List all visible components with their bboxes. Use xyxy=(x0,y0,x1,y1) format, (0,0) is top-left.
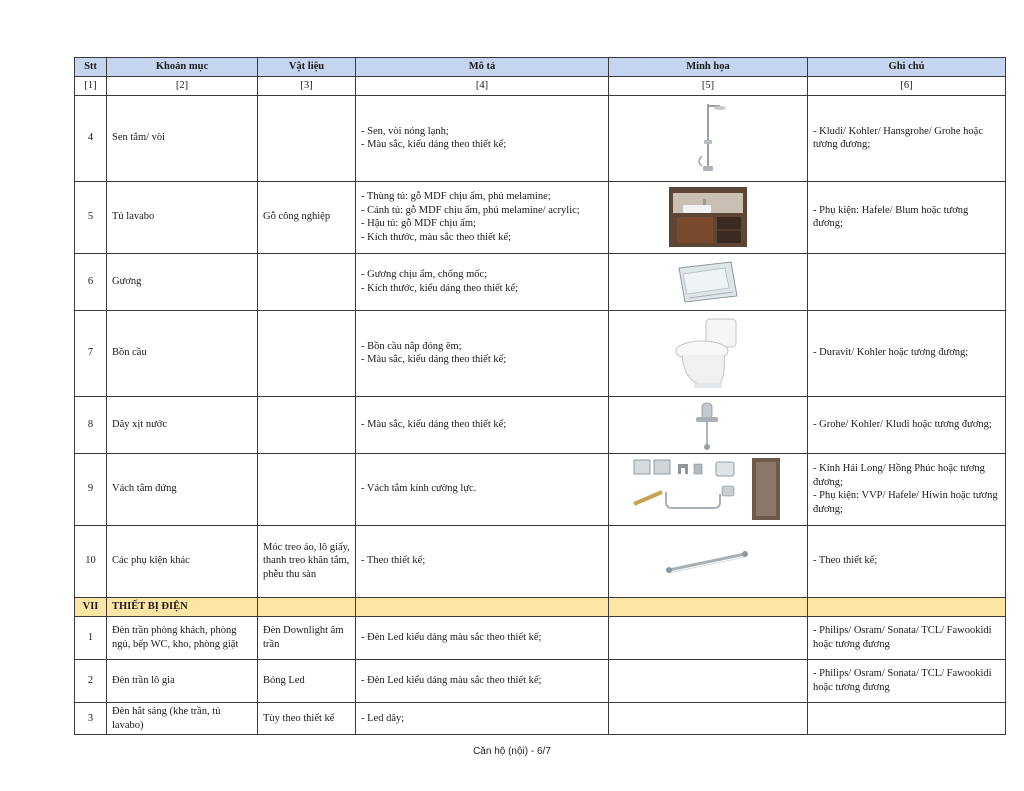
column-index: [2] xyxy=(107,77,258,96)
row-item: Sen tắm/ vòi xyxy=(107,95,258,181)
row-stt: 10 xyxy=(75,525,107,597)
row-illustration xyxy=(609,310,808,396)
row-note: - Kludi/ Kohler/ Hansgrohe/ Grohe hoặc tương đương; xyxy=(808,95,1006,181)
description-line: - Theo thiết kế; xyxy=(361,555,426,567)
column-index: [6] xyxy=(808,77,1006,96)
row-stt: 2 xyxy=(75,659,107,702)
section-code: VII xyxy=(75,597,107,616)
table-row xyxy=(75,702,1006,735)
column-index: [1] xyxy=(75,77,107,96)
table-row xyxy=(75,525,1006,597)
row-item: Đèn hắt sáng (khe trần, tủ lavabo) xyxy=(107,702,258,735)
column-index: [5] xyxy=(609,77,808,96)
row-description: - Đèn Led kiểu dáng màu sắc theo thiết kế; xyxy=(356,659,609,702)
row-illustration xyxy=(609,616,808,659)
row-item: Vách tắm đứng xyxy=(107,453,258,525)
row-material xyxy=(258,253,356,310)
row-description xyxy=(356,525,609,597)
note-line: - Kính Hải Long/ Hồng Phúc hoặc tương đương; xyxy=(813,462,985,488)
row-description: - Đèn Led kiểu dáng màu sắc theo thiết kế; xyxy=(356,616,609,659)
row-stt: 4 xyxy=(75,95,107,181)
row-stt: 9 xyxy=(75,453,107,525)
row-note: - Theo thiết kế; xyxy=(808,525,1006,597)
table-row xyxy=(75,616,1006,659)
description-line: - Màu sắc, kiểu dáng theo thiết kế; xyxy=(361,139,507,151)
row-illustration xyxy=(609,659,808,702)
row-description xyxy=(356,453,609,525)
header-row xyxy=(75,58,1006,77)
description-line: - Bồn cầu nắp đóng êm; xyxy=(361,340,462,352)
header-note: Ghi chú xyxy=(808,58,1006,77)
table-row xyxy=(75,253,1006,310)
row-note: - Duravit/ Kohler hoặc tương đương; xyxy=(808,310,1006,396)
row-illustration xyxy=(609,95,808,181)
row-material: Bóng Led xyxy=(258,659,356,702)
header-description: Mô tả xyxy=(356,58,609,77)
row-illustration xyxy=(609,181,808,253)
row-material: Gỗ công nghiệp xyxy=(258,181,356,253)
toilet-icon xyxy=(672,315,744,391)
description-line: - Sen, vòi nóng lạnh; xyxy=(361,125,449,137)
section-header-row xyxy=(75,597,1006,616)
row-material xyxy=(258,95,356,181)
row-note: - Grohe/ Kohler/ Kludi hoặc tương đương; xyxy=(808,396,1006,453)
row-stt: 7 xyxy=(75,310,107,396)
description-line: - Màu sắc, kiểu dáng theo thiết kế; xyxy=(361,418,507,430)
row-item: Các phụ kiện khác xyxy=(107,525,258,597)
specification-table xyxy=(74,57,1006,735)
row-stt: 8 xyxy=(75,396,107,453)
shower-set-icon xyxy=(688,100,728,176)
section-title: THIẾT BỊ ĐIỆN xyxy=(107,597,258,616)
row-illustration xyxy=(609,702,808,735)
row-note: - Phụ kiện: Hafele/ Blum hoặc tương đương; xyxy=(808,181,1006,253)
table-row xyxy=(75,181,1006,253)
bidet-sprayer-icon xyxy=(690,399,726,451)
row-illustration xyxy=(609,253,808,310)
description-line: - Cánh tủ: gỗ MDF chịu ẩm, phủ melamine/ acrylic; xyxy=(361,204,580,216)
row-material xyxy=(258,310,356,396)
row-description xyxy=(356,181,609,253)
row-note xyxy=(808,702,1006,735)
page-footer: Căn hộ (nội) - 6/7 xyxy=(473,746,551,757)
row-material xyxy=(258,453,356,525)
row-item: Đèn trần phòng khách, phòng ngủ, bếp WC, kho, phòng giặt xyxy=(107,616,258,659)
row-description xyxy=(356,396,609,453)
row-illustration xyxy=(609,525,808,597)
row-material xyxy=(258,396,356,453)
row-stt: 6 xyxy=(75,253,107,310)
vanity-cabinet-icon xyxy=(669,187,747,247)
table-row xyxy=(75,310,1006,396)
row-item: Dây xịt nước xyxy=(107,396,258,453)
column-index-row xyxy=(75,77,1006,96)
row-description xyxy=(356,253,609,310)
row-material: Đèn Downlight âm trần xyxy=(258,616,356,659)
table-row xyxy=(75,396,1006,453)
row-stt: 1 xyxy=(75,616,107,659)
header-stt: Stt xyxy=(75,58,107,77)
table-row xyxy=(75,95,1006,181)
row-description xyxy=(356,310,609,396)
row-stt: 5 xyxy=(75,181,107,253)
row-illustration xyxy=(609,396,808,453)
row-note: - Philips/ Osram/ Sonata/ TCL/ Fawookidi hoặc tương đương xyxy=(808,659,1006,702)
row-material: Móc treo áo, lô giấy, thanh treo khăn tắm, phễu thu sàn xyxy=(258,525,356,597)
header-material: Vật liệu xyxy=(258,58,356,77)
table-row xyxy=(75,659,1006,702)
row-material: Tùy theo thiết kế xyxy=(258,702,356,735)
row-illustration xyxy=(609,453,808,525)
table-row xyxy=(75,453,1006,525)
column-index: [4] xyxy=(356,77,609,96)
mirror-icon xyxy=(675,258,741,306)
row-item: Gương xyxy=(107,253,258,310)
header-item: Khoản mục xyxy=(107,58,258,77)
column-index: [3] xyxy=(258,77,356,96)
row-item: Bồn cầu xyxy=(107,310,258,396)
description-line: - Hậu tủ: gỗ MDF chịu ẩm; xyxy=(361,218,476,230)
row-note xyxy=(808,253,1006,310)
towel-bar-icon xyxy=(663,546,753,576)
row-item: Đèn trần lô gia xyxy=(107,659,258,702)
row-note: - Philips/ Osram/ Sonata/ TCL/ Fawookidi hoặc tương đương xyxy=(808,616,1006,659)
description-line: - Gương chịu ẩm, chống mốc; xyxy=(361,269,488,280)
header-illustration: Minh họa xyxy=(609,58,808,77)
row-stt: 3 xyxy=(75,702,107,735)
description-line: - Thùng tủ: gỗ MDF chịu ẩm, phủ melamine; xyxy=(361,190,551,202)
description-line: - Kích thước, kiểu dáng theo thiết kế; xyxy=(361,282,519,294)
shower-glass-fittings-icon xyxy=(632,456,784,522)
description-line: - Kích thước, màu sắc theo thiết kế; xyxy=(361,232,512,244)
description-line: - Vách tắm kính cường lực. xyxy=(361,483,477,495)
row-description xyxy=(356,95,609,181)
note-line: - Phụ kiện: VVP/ Hafele/ Hiwin hoặc tương đương; xyxy=(813,490,998,516)
row-note xyxy=(808,453,1006,525)
row-description: - Led dây; xyxy=(356,702,609,735)
description-line: - Màu sắc, kiểu dáng theo thiết kế; xyxy=(361,354,507,366)
row-item: Tủ lavabo xyxy=(107,181,258,253)
